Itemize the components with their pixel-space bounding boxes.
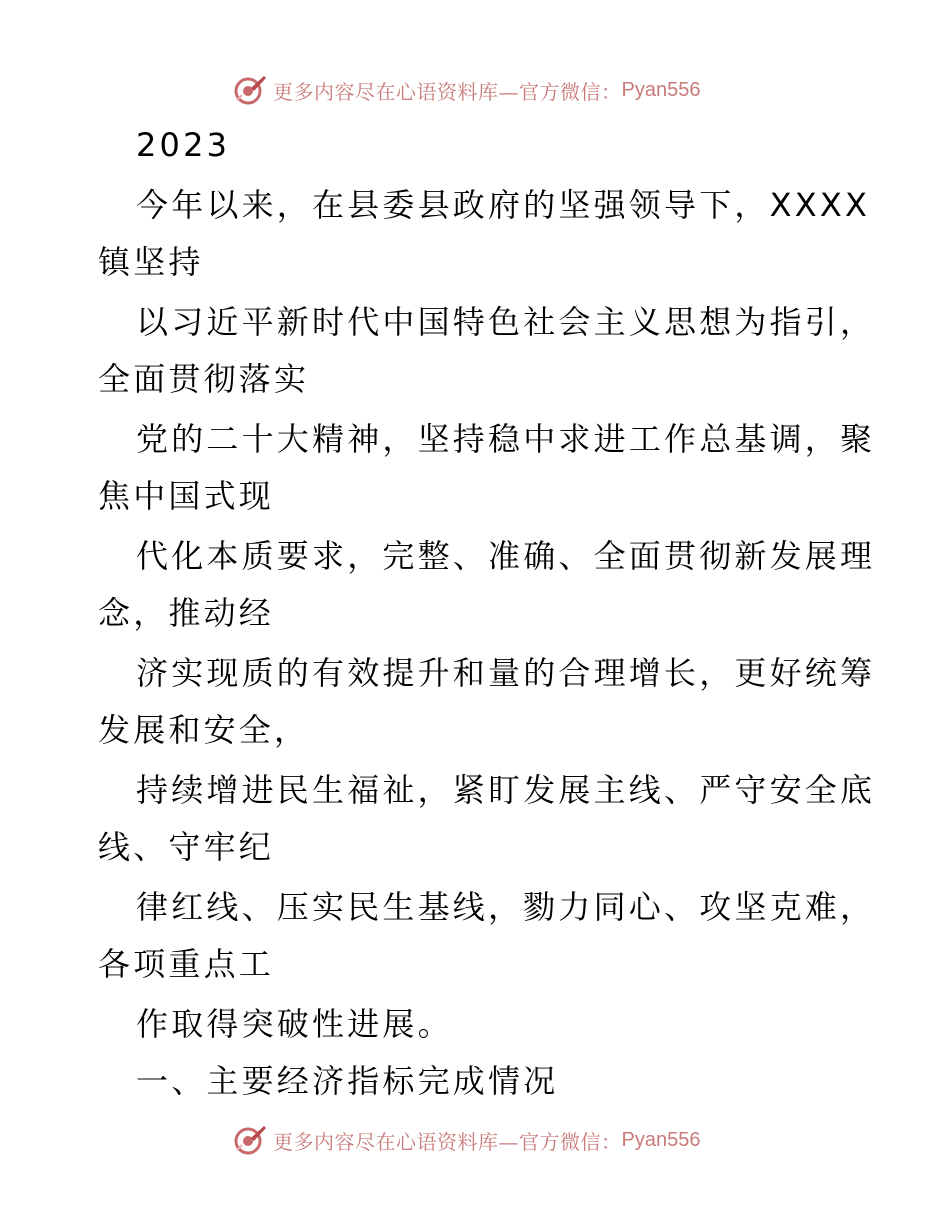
pen-logo-icon (233, 73, 267, 107)
doc-line-14: 律红线、压实民生基线，勠力同心、攻坚克难， (136, 888, 876, 926)
watermark-banner-bottom (0, 1120, 950, 1160)
doc-line-5: 全面贯彻落实 (98, 360, 310, 398)
doc-line-7: 焦中国式现 (98, 477, 275, 515)
doc-line-3: 镇坚持 (98, 243, 204, 281)
doc-line-12: 持续增进民生福祉，紧盯发展主线、严守安全底 (136, 771, 876, 809)
pen-logo-icon (233, 1123, 267, 1157)
doc-line-10: 济实现质的有效提升和量的合理增长，更好统筹 (136, 654, 876, 692)
watermark-text: 更多内容尽在心语资料库—官方微信： (273, 1129, 622, 1154)
doc-line-9: 念，推动经 (98, 594, 275, 632)
watermark-banner-top (0, 70, 950, 110)
doc-line-11: 发展和安全， (98, 711, 310, 749)
doc-line-1: 2023 (136, 126, 231, 164)
doc-line-6: 党的二十大精神，坚持稳中求进工作总基调，聚 (136, 420, 876, 458)
watermark-wechat-id: Pyan556 (621, 78, 701, 101)
doc-line-13: 线、守牢纪 (98, 828, 275, 866)
doc-line-2: 今年以来，在县委县政府的坚强领导下，XXXX (136, 186, 871, 224)
doc-line-15: 各项重点工 (98, 945, 275, 983)
section-heading: 一、主要经济指标完成情况 (136, 1062, 559, 1100)
watermark-text: 更多内容尽在心语资料库—官方微信： (273, 79, 622, 104)
doc-line-4: 以习近平新时代中国特色社会主义思想为指引， (136, 303, 876, 341)
doc-line-16: 作取得突破性进展。 (136, 1005, 453, 1043)
doc-line-8: 代化本质要求，完整、准确、全面贯彻新发展理 (136, 537, 876, 575)
watermark-wechat-id: Pyan556 (621, 1128, 701, 1151)
